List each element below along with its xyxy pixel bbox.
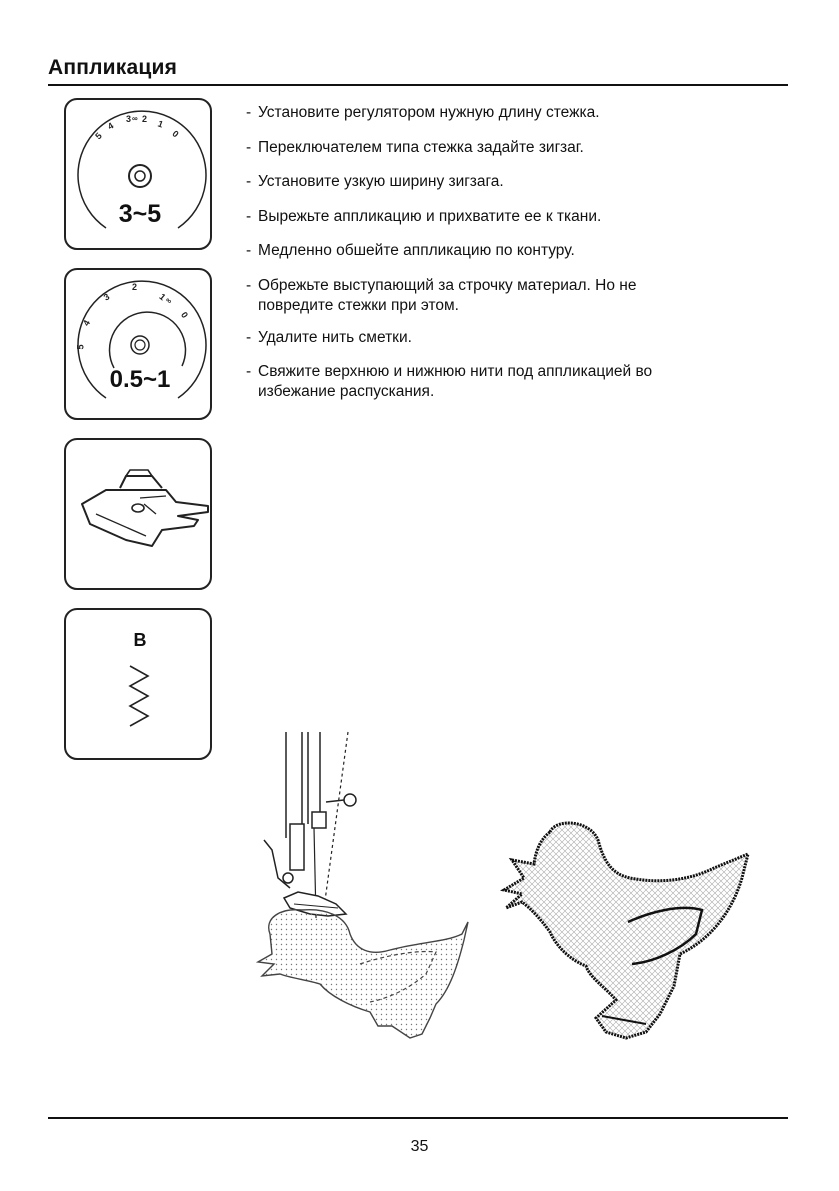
dial-mark-4: 4 [80, 318, 93, 328]
dial-mark-5: 5 [93, 130, 104, 142]
stitch-pattern-panel [64, 608, 212, 760]
dial-mark-1: 1 [156, 118, 165, 130]
stitch-length-dial-icon [66, 100, 214, 252]
instruction-list [246, 103, 766, 414]
instruction-item: - Удалите нить сметки. [246, 328, 412, 346]
needle-and-presser-foot-icon [264, 732, 356, 918]
instruction-item: - Установите узкую ширину зигзага. [246, 173, 504, 190]
instruction-item: - Обрежьте выступающий за строчку материал. Но не повредите стежки при этом. [246, 276, 637, 314]
zigzag-width-dial-icon [66, 270, 214, 422]
zigzag-stitch-icon [66, 610, 214, 762]
dial-mark-0: 0 [178, 310, 191, 320]
dial-mark-highlight-icon: ∞ [163, 295, 174, 306]
dial-mark-5: 5 [75, 344, 86, 350]
instruction-item: - Свяжите верхнюю и нижнюю нити под аппликацией во избежание распускания. [246, 363, 653, 400]
page-number: 35 [410, 1138, 429, 1155]
instruction-item: - Переключателем типа стежка задайте зигзаг. [246, 138, 584, 156]
stitch-pattern-letter: B [133, 630, 147, 650]
instruction-item: - Установите регулятором нужную длину стежка. [246, 104, 600, 121]
footer-divider [48, 1117, 788, 1119]
zigzag-width-setting: 0.5~1 [109, 366, 171, 393]
dial-mark-2: 2 [142, 114, 148, 124]
stitch-length-setting: 3~5 [118, 200, 162, 228]
instruction-item: - Вырежьте аппликацию и прихватите ее к ткани. [246, 207, 602, 225]
chick-applique-icon [258, 910, 468, 1038]
dial-mark-0: 0 [170, 128, 181, 140]
instruction-item: - Медленно обшейте аппликацию по контуру. [246, 242, 575, 259]
finished-chick-icon [504, 823, 748, 1038]
zigzag-presser-foot-icon [66, 440, 214, 592]
title-divider [48, 84, 788, 86]
presser-foot-panel [64, 438, 212, 590]
dial-mark-highlight-icon: ∞ [132, 114, 138, 123]
zigzag-width-panel [64, 268, 212, 420]
dial-mark-1: 1 [157, 291, 168, 303]
dial-mark-4: 4 [105, 120, 116, 132]
stitch-length-panel [64, 98, 212, 250]
dial-mark-3: 3 [101, 291, 112, 303]
dial-mark-2: 2 [132, 282, 138, 292]
page-title: Аппликация [48, 56, 178, 79]
dial-mark-3: 3 [126, 114, 132, 124]
appliqué-chick-sewing-illustration [250, 728, 770, 1068]
